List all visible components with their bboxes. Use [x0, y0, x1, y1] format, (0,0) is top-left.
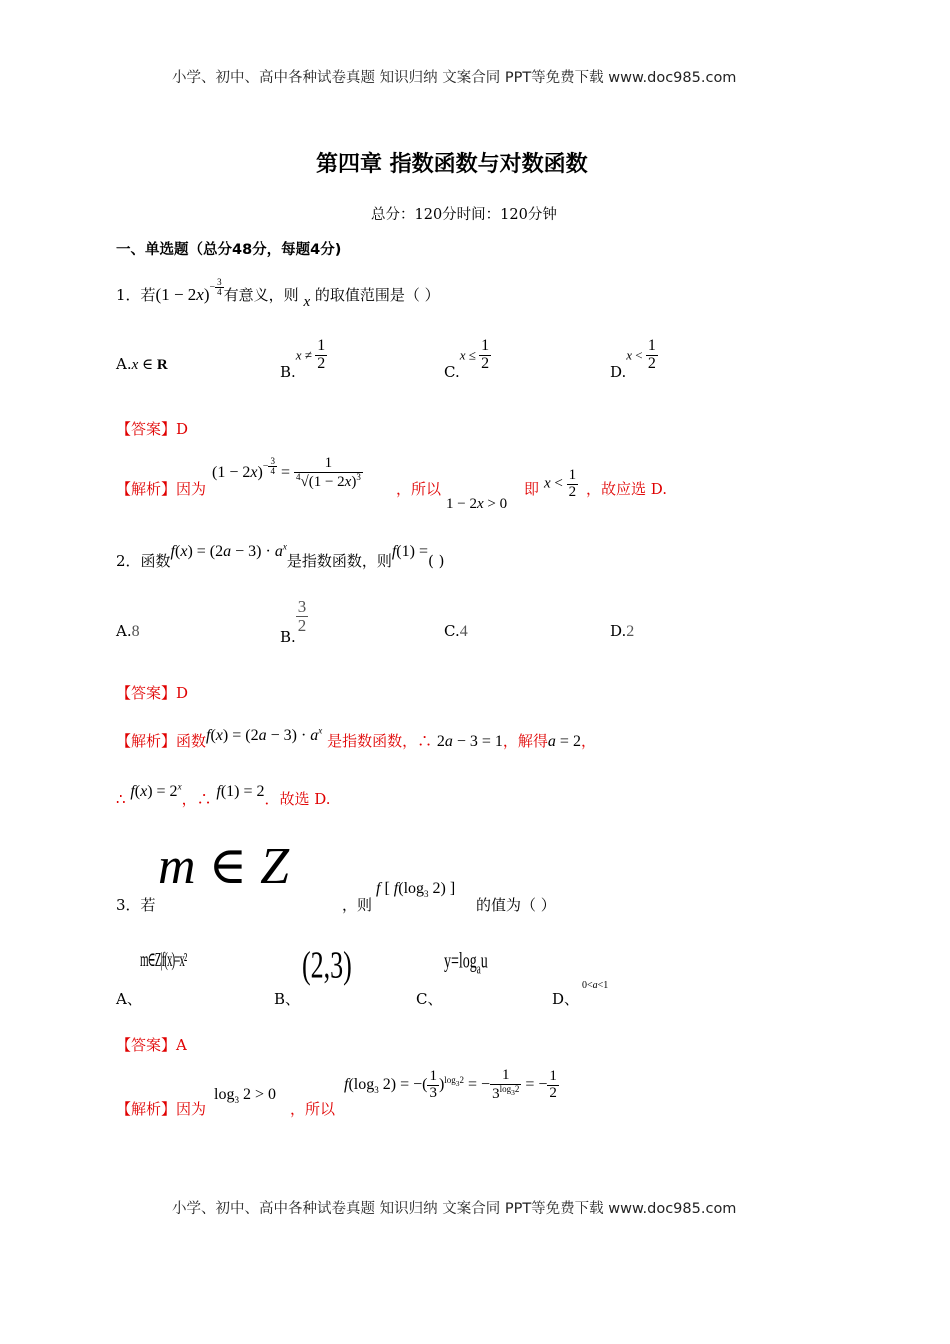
q1-option-c[interactable]: C.x ≤ $\frac{1}{2}$	[444, 337, 490, 382]
section-heading: 一、单选题（总分48分，每题4分)	[116, 242, 342, 258]
q3-big-formula: m ∈ Z	[158, 838, 289, 895]
q1-explanation-end: ，故应选 D.	[586, 480, 668, 498]
q1-explanation-label: 【解析】因为	[116, 480, 207, 498]
q3-option-a[interactable]: A、	[116, 990, 142, 1008]
q2-stem: 2．函数$f(x) = (2a - 3) \cdot a^x$是指数函数，则f(1) =( )	[116, 541, 445, 570]
q2-explanation-line1: 【解析】函数$f(x) = (2a - 3) \cdot a^x$ 是指数函数，∴ 2a − 3 = 1，解得a = 2，	[116, 725, 596, 750]
q1-stem: 1．若$(1 - 2x)^{- \frac{3}{4}}$ 有意义，则 x 的取值范围是（ ）	[116, 276, 440, 310]
q1-explanation-so: ，所以	[396, 480, 442, 498]
q1-option-a[interactable]: A.x ∈ R	[116, 355, 168, 373]
q3-option-a-formula: m∈Z|f(x)=x²	[140, 949, 187, 972]
page-title: 第四章 指数函数与对数函数	[316, 152, 588, 177]
q2-option-b[interactable]: B. $\frac{3}{2}$	[280, 597, 307, 647]
q3-stem-post: 的值为（ ）	[476, 896, 556, 914]
q3-option-c-formula: $y=\log_au$	[444, 950, 488, 977]
q2-explanation-line2: ∴ $f(x) = 2^x$，∴ f(1) = 2．故选 D.	[116, 781, 331, 808]
q3-stem-pre: 3．若	[116, 896, 156, 914]
q1-explanation-formula: $(1 - 2x)^{- \frac{3}{4}}$ = $\frac{1}{^4√(1 - 2x)^3}$	[212, 455, 361, 490]
q3-option-b[interactable]: B、	[274, 990, 301, 1008]
q3-answer: 【答案】A	[116, 1036, 187, 1054]
q2-option-d[interactable]: D.2	[610, 622, 635, 640]
page-subtitle: 总分：120分时间：120分钟	[371, 207, 557, 223]
q3-stem-mid: ，则	[342, 896, 373, 914]
q3-explanation-label: 【解析】因为	[116, 1100, 207, 1118]
q2-option-a[interactable]: A.8	[116, 622, 140, 640]
q1-answer: 【答案】D	[116, 420, 189, 438]
page-footer: 小学、初中、高中各种试卷真题 知识归纳 文案合同 PPT等免费下载 www.doc985.com	[172, 1201, 737, 1217]
q3-explanation-formula: $f(\log_3$ 2) = −( $\frac{1}{3}$ )$^{log_32}$ = − $\frac{1}{3^{log_32}}$ = − $\frac{1}{2}$	[344, 1067, 557, 1102]
q3-stem-formula: f [ $f(\log_3$ 2) ]	[376, 880, 456, 900]
q2-answer: 【答案】D	[116, 684, 189, 702]
q3-explanation-so: ，所以	[290, 1100, 336, 1118]
q1-option-d[interactable]: D.x < $\frac{1}{2}$	[610, 337, 656, 382]
q3-option-d-formula: 0<a<1	[582, 980, 609, 991]
q3-explanation-ineq: $\log_3 2 > 0$	[214, 1086, 276, 1106]
q2-option-c[interactable]: C.4	[444, 622, 468, 640]
q1-expression: (1 − 2x)	[155, 285, 210, 304]
q1-explanation-ineq: 1 − 2x > 0	[446, 496, 508, 512]
q3-option-b-formula: (2,3)	[302, 944, 352, 987]
q1-explanation-thus: 即	[524, 480, 540, 498]
q3-option-c[interactable]: C、	[416, 990, 443, 1008]
q3-option-d[interactable]: D、	[552, 990, 580, 1008]
q1-explanation-result: x < $\frac{1}{2}$	[544, 467, 577, 500]
page-header: 小学、初中、高中各种试卷真题 知识归纳 文案合同 PPT等免费下载 www.doc985.com	[172, 70, 737, 86]
q1-option-b[interactable]: B.x ≠ $\frac{1}{2}$	[280, 337, 326, 382]
